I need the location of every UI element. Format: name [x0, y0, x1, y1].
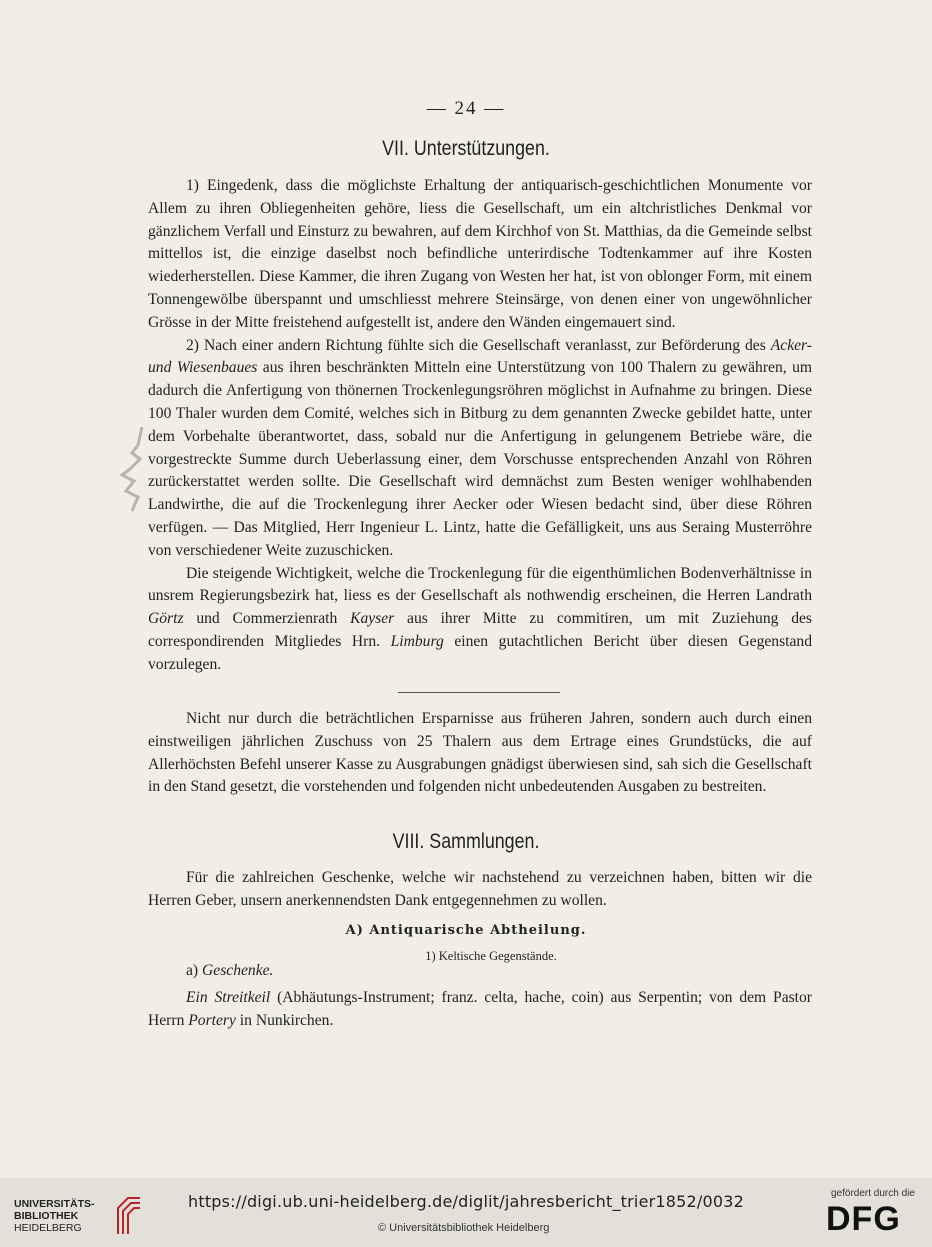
viewer-footer [0, 1178, 932, 1247]
library-emblem-icon [110, 1194, 144, 1236]
emphasis-text: Acker- und Wiesenbaues [148, 336, 812, 377]
funding-label: gefördert durch die [831, 1188, 915, 1199]
paragraph-text: aus ihren beschränkten Mitteln eine Unterstützung von 100 Thalern zu gewähren, um dadurch die Anfertigung von thönernen Trockenlegungsröhren möglichst in Aufnahme zu bringen. Diese 100 Thaler wurden dem Comité, welches sich in Bitburg zu dem genannten Zwecke gebildet hatte, unter dem Vorbehalte überantwortet, dass, sobald nur die Anfertigung in gelungenem Betriebe wäre, die vorgestreckte Summe durch Ueberlassung einer, dem Vorschusse entsprechenden Anzahl von Röhren zurückerstattet werden sollte. Die Gesellschaft wird demnächst zum Besten weniger wohlhabenden Landwirthe, die auf die Trockenlegung ihrer Aecker oder Wiesen bedacht sind, über diese Röhren verfügen. — Das Mitglied, Herr Ingenieur L. Lintz, hatte die Gefälligkeit, uns aus Seraing Musterröhre von verschiedener Weite zuzuschicken. [148, 359, 812, 559]
paragraph-text: 2) Nach einer andern Richtung fühlte sich die Gesellschaft veranlasst, zur Beförderung des [186, 336, 771, 354]
entry-streitkeil [148, 987, 812, 1033]
subsubheading-keltische-gegenstaende: 1) Keltische Gegenstände. [425, 949, 557, 963]
permalink-url[interactable]: https://digi.ub.uni-heidelberg.de/diglit/jahresbericht_trier1852/0032 [188, 1192, 745, 1211]
page-number: — 24 — [426, 98, 506, 119]
university-library-logo[interactable] [14, 1194, 179, 1234]
item-label [186, 962, 273, 980]
paragraph-text: und Commerzienrath [183, 610, 351, 628]
paragraph-1 [148, 175, 812, 335]
paragraph-text: 1) Eingedenk, dass die möglichste Erhaltung der antiquarisch-geschichtlichen Monumente vor Allem zu ihren Obliegenheiten gehöre, liess die Gesellschaft, um ein altchristliches Denkmal vor gänzlichem Verfall und Einsturz zu bewahren, auf dem Kirchhof von St. Matthias, da die Gemeinde selbst mittellos ist, die einzige daselbst noch befindliche unterirdische Todtenkammer auf ihre Kosten wiederherstellen. Diese Kammer, die ihren Zugang von Westen her hat, ist von oblonger Form, mit einem Tonnengewölbe überspannt und umschliesst mehrere Steinsärge, von denen einer von ungewöhnlicher Grösse in der Mitte freistehend aufgestellt ist, andere den Wänden eingemauert sind. [148, 177, 812, 331]
paragraph-2 [148, 335, 812, 563]
section-heading-unterstuetzungen: VII. Unterstützungen. [382, 137, 550, 160]
library-name-line: UNIVERSITÄTS- [14, 1198, 95, 1210]
section-heading-sammlungen: VIII. Sammlungen. [392, 830, 540, 853]
paragraph-text: Für die zahlreichen Geschenke, welche wir nachstehend zu verzeichnen haben, bitten wir die Herren Geber, unsern anerkennendsten Dank entgegennehmen zu wollen. [148, 869, 812, 909]
subheading-antiquarische-abtheilung: A) Antiquarische Abtheilung. [345, 923, 587, 938]
section-body-unterstuetzungen [148, 175, 812, 677]
paragraph-3 [148, 563, 812, 677]
person-name: Kayser [350, 610, 395, 628]
paragraph-text: Die steigende Wichtigkeit, welche die Trockenlegung für die eigenthümlichen Bodenverhältnisse in unsrem Regierungsbezirk hat, liess es der Gesellschaft als nothwendig erscheinen, die Herren Landrath [148, 564, 812, 605]
paper-stain [112, 425, 146, 515]
person-name: Görtz [148, 610, 184, 628]
dfg-logo[interactable]: DFG [826, 1200, 901, 1238]
library-name-line: HEIDELBERG [14, 1222, 82, 1234]
entry-paragraph [148, 987, 812, 1033]
interlude-paragraph [148, 708, 812, 799]
section-divider [398, 692, 560, 693]
copyright-notice: © Universitätsbibliothek Heidelberg [378, 1222, 550, 1234]
object-name: Ein Streitkeil [186, 989, 271, 1006]
library-name [14, 1198, 95, 1234]
paragraph-text: aus ihrer Mitte zu commitiren, um mit Zuziehung des correspondirenden Mitgliedes Hrn. [148, 610, 812, 650]
paragraph-text: (Abhäutungs-Instrument; franz. celta, hache, coin) aus Serpentin; von dem Pastor Herrn [148, 989, 813, 1029]
person-name: Limburg [390, 632, 444, 650]
person-name: Portery [188, 1011, 236, 1029]
library-name-line: BIBLIOTHEK [14, 1210, 79, 1222]
paragraph-text: einen gutachtlichen Bericht über diesen Gegenstand vorzulegen. [148, 632, 813, 673]
paragraph-text: in Nunkirchen. [235, 1011, 334, 1029]
paragraph-text: Nicht nur durch die beträchtlichen Ersparnisse aus früheren Jahren, sondern auch durch einen einstweiligen jährlichen Zuschuss von 25 Thalern aus dem Ertrage eines Grundstücks, die auf Allerhöchsten Befehl unserer Kasse zu Ausgrabungen gnädigst überwiesen sind, sah sich die Gesellschaft in den Stand gesetzt, die vorstehenden und folgenden nicht unbedeutenden Ausgaben zu bestreiten. [148, 710, 812, 796]
section-intro-sammlungen [148, 867, 812, 913]
item-label-prefix: a) [186, 962, 203, 979]
item-label-text: Geschenke. [202, 962, 274, 979]
